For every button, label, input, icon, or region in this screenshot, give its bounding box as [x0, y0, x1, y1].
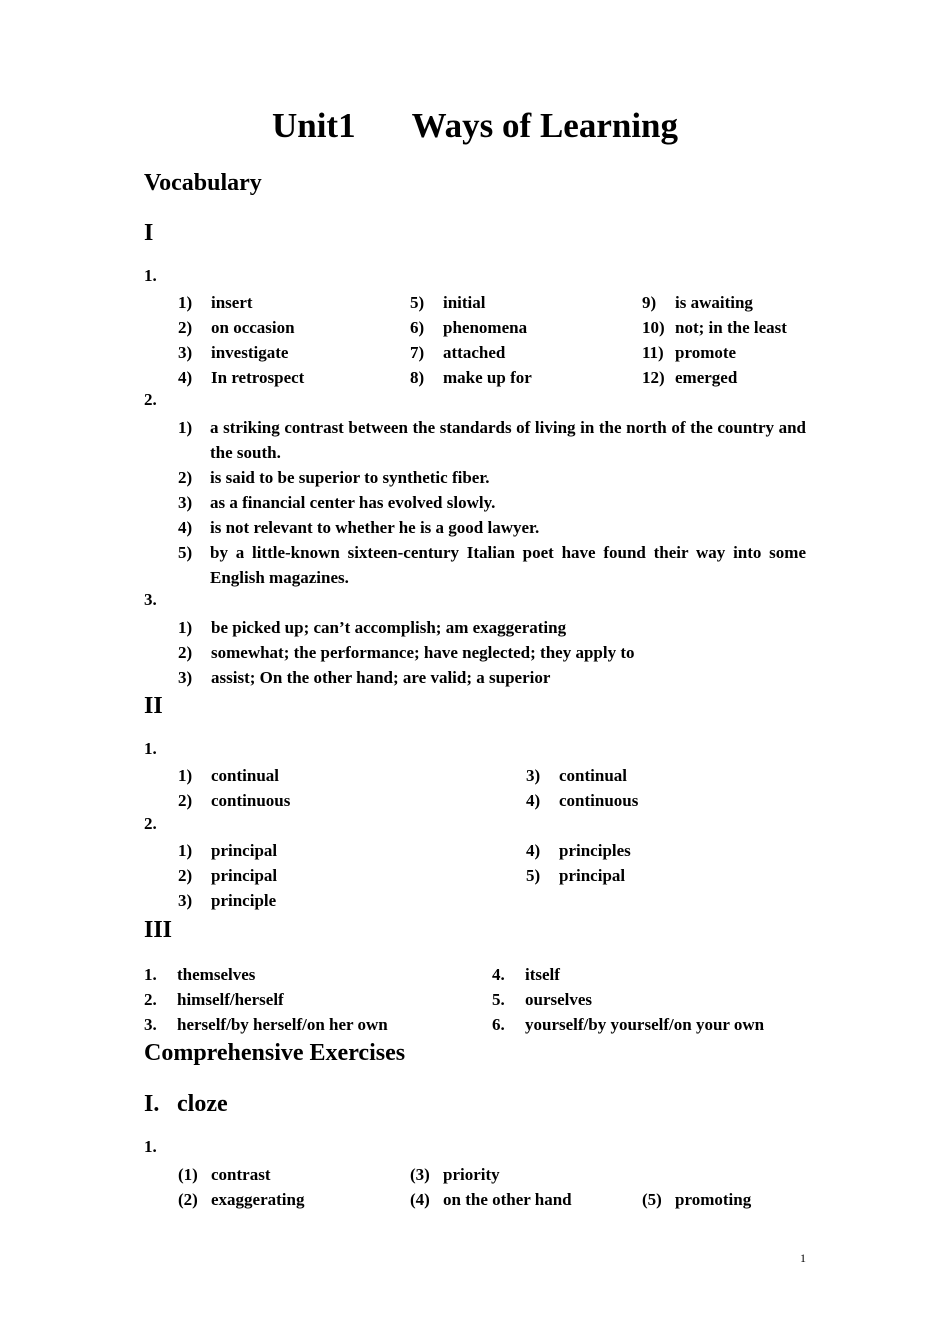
list-item: 2) principal [178, 866, 278, 885]
list-item: 2) continuous [178, 791, 291, 810]
list-item: 1) be picked up; can’t accomplish; am exaggerating [178, 618, 567, 637]
list-item: 1) continual [178, 766, 280, 785]
vocabulary-heading: Vocabulary [144, 170, 262, 196]
list-item-text: a striking contrast between the standards of living in the north of the country and the south. [210, 418, 806, 462]
list-item: 3) investigate [178, 343, 289, 362]
question-number: 2. [144, 390, 157, 409]
section-II-label: II [144, 693, 163, 719]
list-item-text: is not relevant to whether he is a good lawyer. [210, 518, 540, 537]
question-number: 1. [144, 266, 157, 285]
list-item-text: is said to be superior to synthetic fiber. [210, 468, 490, 487]
list-item: 2. himself/herself [144, 990, 284, 1009]
list-item: 4. itself [492, 965, 560, 984]
question-number: 1. [144, 1137, 157, 1156]
list-item: 4) In retrospect [178, 368, 305, 387]
list-item: (3) priority [410, 1165, 500, 1184]
list-item: 3) continual [526, 766, 628, 785]
section-III-label: III [144, 917, 173, 943]
list-item: 7) attached [410, 343, 506, 362]
list-item: (2) exaggerating [178, 1190, 305, 1209]
page-title [0, 106, 950, 146]
list-item: (4) on the other hand [410, 1190, 572, 1209]
unit-name: Ways of Learning [411, 106, 679, 145]
list-item: 3. herself/by herself/on her own [144, 1015, 388, 1034]
list-item: 1. themselves [144, 965, 256, 984]
list-item: 6. yourself/by yourself/on your own [492, 1015, 765, 1034]
comprehensive-heading: Comprehensive Exercises [144, 1040, 406, 1066]
list-item-number: 1) [178, 418, 193, 437]
list-item-number: 5) [178, 543, 193, 562]
unit-number: Unit1 [271, 106, 356, 145]
list-item: 6) phenomena [410, 318, 528, 337]
list-item-text: by a little-known sixteen-century Italian poet have found their way into some English magazines. [210, 543, 806, 587]
list-item: 5. ourselves [492, 990, 593, 1009]
list-item: 11) promote [642, 343, 737, 362]
list-item: 12) emerged [642, 368, 738, 387]
list-item-number: 2) [178, 468, 193, 487]
list-item: 8) make up for [410, 368, 532, 387]
list-item: 4) continuous [526, 791, 639, 810]
list-item: 2) somewhat; the performance; have neglected; they apply to [178, 643, 635, 662]
list-item: 2) on occasion [178, 318, 295, 337]
list-item: (1) contrast [178, 1165, 271, 1184]
list-item: 1) insert [178, 293, 253, 312]
list-item: 10) not; in the least [642, 318, 787, 337]
list-item: 9) is awaiting [642, 293, 753, 312]
list-item: 5) principal [526, 866, 626, 885]
question-number: 1. [144, 739, 157, 758]
list-item: 3) principle [178, 891, 277, 910]
list-item: (5) promoting [642, 1190, 752, 1209]
list-item: 5) initial [410, 293, 486, 312]
cloze-heading: I. cloze [144, 1091, 228, 1117]
list-item: 4) principles [526, 841, 631, 860]
page-number: 1 [800, 1251, 806, 1265]
list-item-number: 3) [178, 493, 193, 512]
question-number: 3. [144, 590, 157, 609]
list-item-number: 4) [178, 518, 193, 537]
section-I-label: I [144, 220, 154, 246]
list-item: 3) assist; On the other hand; are valid; a superior [178, 668, 551, 687]
list-item: 1) principal [178, 841, 278, 860]
list-item-text: as a financial center has evolved slowly. [210, 493, 496, 512]
question-number: 2. [144, 814, 157, 833]
